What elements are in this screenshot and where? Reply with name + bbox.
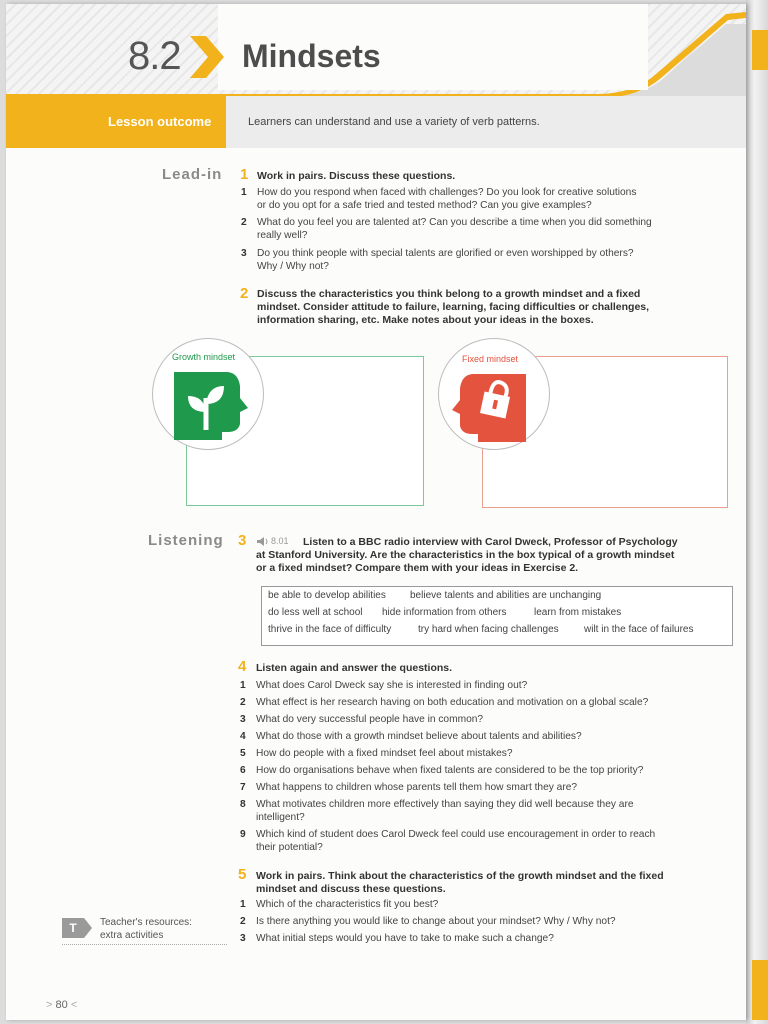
edge-tab xyxy=(752,960,768,1020)
exercise-5-number: 5 xyxy=(238,866,247,883)
unit-title: Mindsets xyxy=(242,38,381,74)
growth-head-icon xyxy=(166,368,250,440)
edge-tab xyxy=(752,30,768,70)
exercise-4-number: 4 xyxy=(238,658,247,675)
list-item: 1 How do you respond when faced with challenges? Do you look for creative solutions or do you opt for a safe tried and tested method? Can you give examples? xyxy=(241,187,637,211)
list-item: 3 Do you think people with special talents are glorified or even worshipped by others? Why / Why not? xyxy=(241,248,634,272)
teacher-resources-badge: T xyxy=(62,918,84,938)
page-number: > 80 < xyxy=(46,999,78,1011)
exercise-1-number: 1 xyxy=(240,166,249,183)
word-box-item: be able to develop abilities xyxy=(268,590,386,601)
list-item: 9 Which kind of student does Carol Dweck feel could use encouragement in order to reach their potential? xyxy=(240,829,656,853)
list-item: 1 Which of the characteristics fit you best? xyxy=(240,899,439,910)
word-box-item: believe talents and abilities are unchanging xyxy=(410,590,602,601)
word-box-item: hide information from others xyxy=(382,607,507,618)
exercise-5-instruction: Work in pairs. Think about the characteristics of the growth mindset and the fixed mindset and discuss these questions. xyxy=(256,870,664,895)
exercise-4-instruction: Listen again and answer the questions. xyxy=(256,662,453,674)
section-lead-in: Lead-in xyxy=(162,166,223,183)
exercise-2-number: 2 xyxy=(240,285,249,302)
exercise-1-instruction: Work in pairs. Discuss these questions. xyxy=(257,170,456,182)
audio-track-number: 8.01 xyxy=(271,536,289,546)
list-item: 2 What do you feel you are talented at? Can you describe a time when you did something really well? xyxy=(241,217,652,241)
exercise-3-instruction: Listen to a BBC radio interview with Carol Dweck, Professor of Psychology at Stanford University. Are the characteristics in the box typical of a growth mindset or a fixed mindset? Compare them with your ideas in Exercise 2. xyxy=(256,536,678,574)
list-item: 2 Is there anything you would like to change about your mindset? Why / Why not? xyxy=(240,916,616,927)
growth-mindset-label: Growth mindset xyxy=(172,352,236,362)
list-item: 6 How do organisations behave when fixed talents are considered to be the top priority? xyxy=(240,765,644,776)
unit-number: 8.2 xyxy=(128,34,181,78)
word-box-item: do less well at school xyxy=(268,607,363,618)
list-item: 5 How do people with a fixed mindset feel about mistakes? xyxy=(240,748,513,759)
chevron-icon xyxy=(188,34,228,80)
fixed-head-icon xyxy=(450,370,534,442)
exercise-2-instruction: Discuss the characteristics you think belong to a growth mindset and a fixed mindset. Consider attitude to failure, learning, facing difficulties or challenges, information sharing, etc. Make notes about your ideas in the boxes. xyxy=(257,288,650,326)
list-item: 3 What do very successful people have in common? xyxy=(240,714,484,725)
list-item: 2 What effect is her research having on both education and motivation on a global scale? xyxy=(240,697,649,708)
list-item: 8 What motivates children more effectively than saying they did well because they are intelligent? xyxy=(240,799,634,823)
textbook-page xyxy=(6,4,746,1020)
word-box-item: thrive in the face of difficulty xyxy=(268,624,392,635)
list-item: 1 What does Carol Dweck say she is interested in finding out? xyxy=(240,680,528,691)
badge-arrow-icon xyxy=(84,918,92,938)
teacher-resources-text: Teacher's resources: extra activities xyxy=(100,917,192,941)
list-item: 7 What happens to children whose parents tell them how smart they are? xyxy=(240,782,578,793)
word-box-item: try hard when facing challenges xyxy=(418,624,559,635)
word-box-item: wilt in the face of failures xyxy=(584,624,694,635)
word-box-item: learn from mistakes xyxy=(534,607,622,618)
list-item: 3 What initial steps would you have to take to make such a change? xyxy=(240,933,554,944)
lesson-outcome-label: Lesson outcome xyxy=(108,114,212,129)
fixed-mindset-label: Fixed mindset xyxy=(462,354,519,364)
list-item: 4 What do those with a growth mindset believe about talents and abilities? xyxy=(240,731,582,742)
lesson-outcome-text: Learners can understand and use a variety of verb patterns. xyxy=(248,116,540,128)
page-edge xyxy=(746,0,768,1024)
section-listening: Listening xyxy=(148,532,224,549)
divider xyxy=(62,944,227,945)
exercise-3-number: 3 xyxy=(238,532,247,549)
